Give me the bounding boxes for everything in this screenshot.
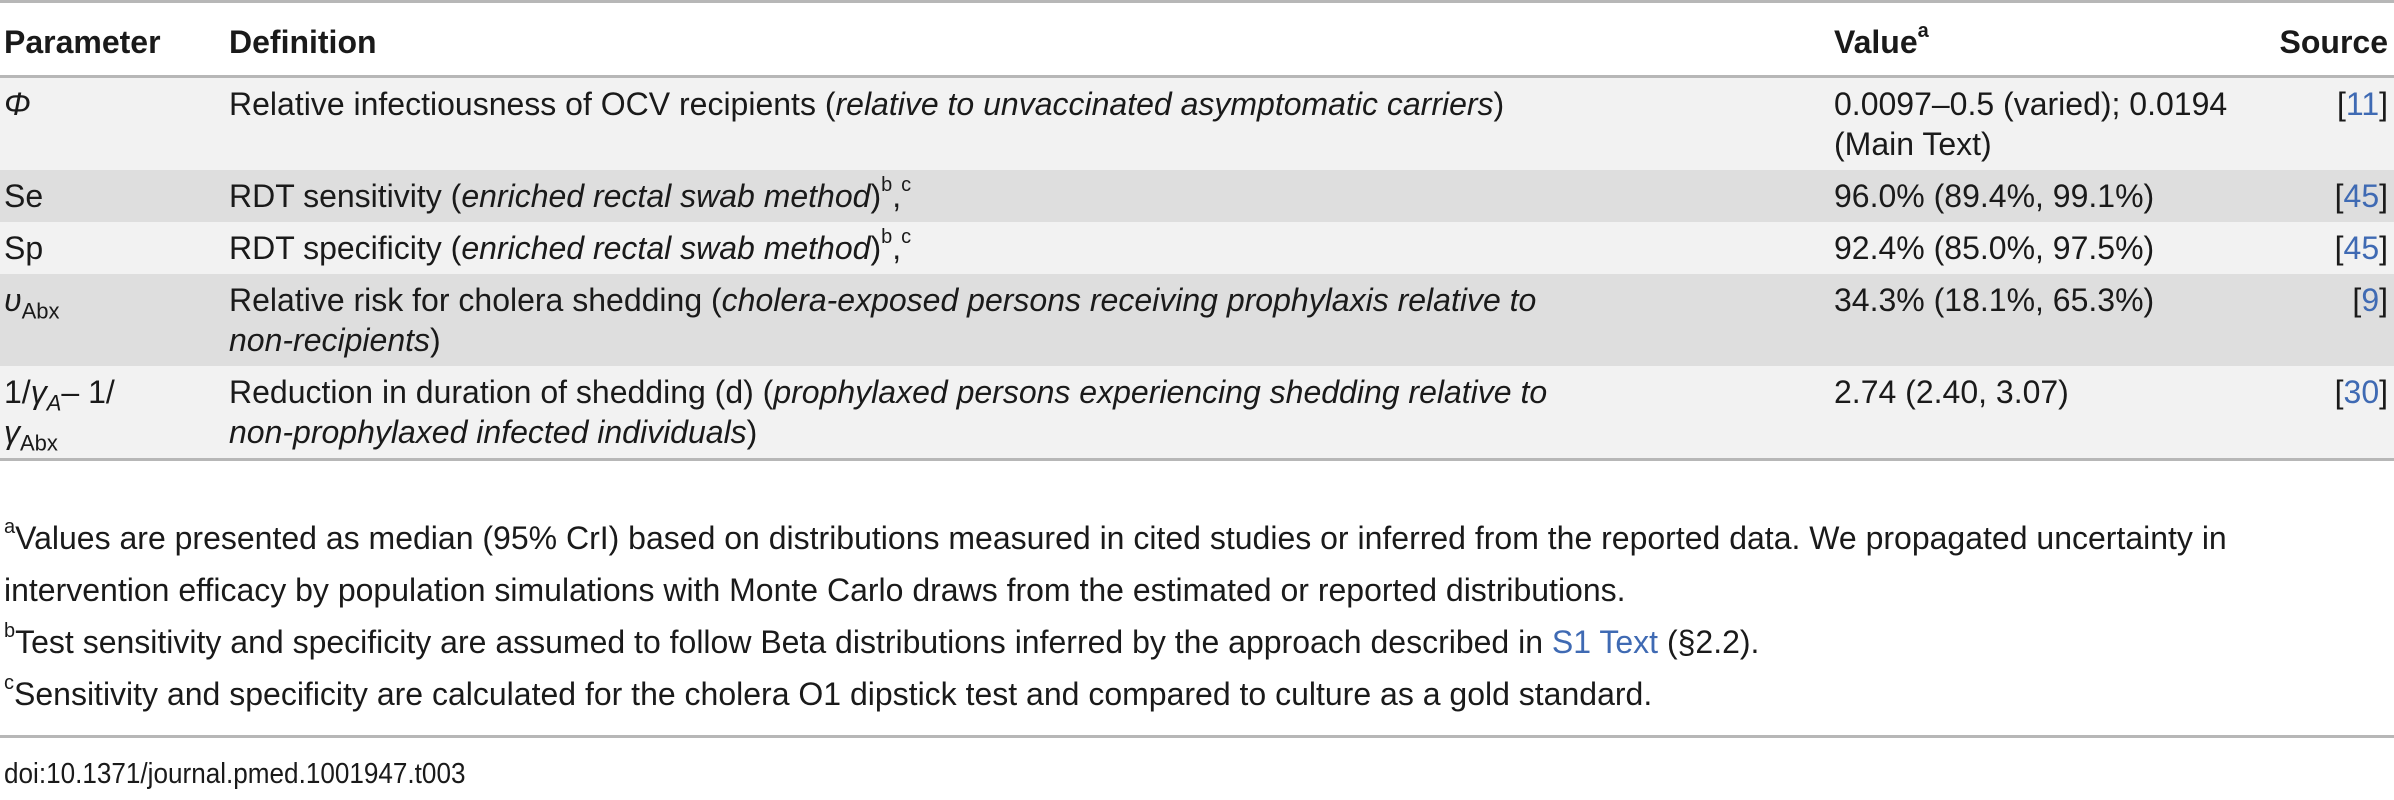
source-cell: [30] bbox=[2254, 366, 2394, 460]
header-value-footnote-mark: a bbox=[1917, 20, 1929, 43]
source-ref-link[interactable]: 30 bbox=[2343, 374, 2380, 410]
param-cell: Se bbox=[0, 170, 229, 222]
header-parameter: Parameter bbox=[0, 2, 229, 77]
value-cell: 92.4% (85.0%, 97.5%) bbox=[1834, 222, 2254, 274]
definition-italic: enriched rectal swab method bbox=[461, 230, 871, 266]
definition-close: ) bbox=[1493, 86, 1505, 122]
definition-italic: cholera-exposed persons receiving prophylaxis relative to bbox=[721, 282, 1537, 318]
source-ref-link[interactable]: 9 bbox=[2361, 282, 2380, 318]
definition-text: Relative risk for cholera shedding ( bbox=[229, 282, 722, 318]
table-row bbox=[0, 274, 2394, 366]
footnote-a-mark: a bbox=[4, 516, 16, 539]
value-cell bbox=[1834, 77, 2254, 171]
value-line-1: 0.0097–0.5 (varied); 0.0194 bbox=[1834, 86, 2228, 122]
value-cell: 34.3% (18.1%, 65.3%) bbox=[1834, 274, 2254, 366]
param-subscript: Abx bbox=[21, 298, 60, 324]
definition-text: RDT specificity ( bbox=[229, 230, 462, 266]
footnote-mark-c: c bbox=[901, 226, 912, 249]
value-cell: 96.0% (89.4%, 99.1%) bbox=[1834, 170, 2254, 222]
definition-italic-cont: non-prophylaxed infected individuals bbox=[229, 414, 747, 450]
definition-cell: RDT specificity (enriched rectal swab method)$^b$,$^c$ bbox=[229, 222, 1834, 274]
definition-cell bbox=[229, 366, 1834, 460]
footnote-b-mark: b bbox=[4, 620, 16, 643]
param-symbol: Φ bbox=[4, 86, 31, 122]
param-subscript-2: Abx bbox=[20, 430, 58, 456]
definition-close: ) bbox=[746, 414, 758, 450]
s1-text-link[interactable]: S1 Text bbox=[1551, 624, 1659, 660]
source-cell: [45] bbox=[2254, 170, 2394, 222]
footnote-c bbox=[4, 668, 2384, 720]
definition-cell bbox=[229, 274, 1834, 366]
source-ref-link[interactable]: 45 bbox=[2343, 230, 2380, 266]
header-value bbox=[1834, 2, 2254, 77]
footnote-mark-c: c bbox=[901, 174, 912, 197]
footnote-mark-b: b bbox=[881, 226, 893, 249]
definition-italic: prophylaxed persons experiencing shedding relative to bbox=[773, 374, 1548, 410]
source-ref-link[interactable]: 11 bbox=[2345, 86, 2380, 122]
definition-close: ) bbox=[430, 322, 441, 358]
param-cell bbox=[0, 274, 229, 366]
footnote-b-tail: (§2.2). bbox=[1658, 624, 1760, 660]
table-row bbox=[0, 77, 2394, 171]
param-cell bbox=[0, 77, 229, 171]
definition-close: ) bbox=[870, 178, 882, 214]
table-row bbox=[0, 170, 2394, 222]
definition-cell: RDT sensitivity (enriched rectal swab method)$^b$,$^c$ bbox=[229, 170, 1834, 222]
param-prefix: 1/ bbox=[4, 374, 31, 410]
param-cell bbox=[0, 366, 229, 460]
footnote-mark-b: b bbox=[881, 174, 893, 197]
value-cell: 2.74 (2.40, 3.07) bbox=[1834, 366, 2254, 460]
value-line-2: (Main Text) bbox=[1834, 126, 1992, 162]
definition-cell bbox=[229, 77, 1834, 171]
param-symbol: γ bbox=[30, 374, 47, 410]
footnote-c-mark: c bbox=[4, 672, 14, 695]
param-subscript-text: A bbox=[46, 390, 62, 416]
param-mid: – 1/ bbox=[61, 374, 115, 410]
footnote-b-text: Test sensitivity and specificity are assumed to follow Beta distributions inferred by the approach described in bbox=[15, 624, 1552, 660]
definition-italic-cont: non-recipients bbox=[229, 322, 430, 358]
source-cell: [9] bbox=[2254, 274, 2394, 366]
definition-italic: enriched rectal swab method bbox=[461, 178, 871, 214]
definition-text: RDT sensitivity ( bbox=[229, 178, 462, 214]
header-value-label: Value bbox=[1834, 24, 1918, 60]
definition-text: Reduction in duration of shedding (d) ( bbox=[229, 374, 774, 410]
param-subscript bbox=[47, 390, 62, 415]
doi-label: doi:10.1371/journal.pmed.1001947.t003 bbox=[4, 758, 466, 790]
footer-divider bbox=[0, 735, 2394, 738]
table-row bbox=[0, 366, 2394, 460]
source-cell: [11] bbox=[2254, 77, 2394, 171]
param-symbol: υ bbox=[4, 282, 22, 318]
source-ref-link[interactable]: 45 bbox=[2343, 178, 2380, 214]
definition-text: Relative infectiousness of OCV recipients ( bbox=[229, 86, 836, 122]
source-cell: [45] bbox=[2254, 222, 2394, 274]
table-header-row bbox=[0, 2, 2394, 77]
param-symbol-2: γ bbox=[4, 414, 20, 450]
definition-italic: relative to unvaccinated asymptomatic carriers bbox=[835, 86, 1494, 122]
header-definition: Definition bbox=[229, 2, 1834, 77]
header-source: Source bbox=[2254, 2, 2394, 77]
footnote-b bbox=[4, 616, 2384, 668]
param-cell: Sp bbox=[0, 222, 229, 274]
footnote-c-text: Sensitivity and specificity are calculated for the cholera O1 dipstick test and compared to culture as a gold standard. bbox=[14, 676, 1653, 712]
footnote-a-text: Values are presented as median (95% CrI) based on distributions measured in cited studies or inferred from the reported data. We propagated uncertainty in intervention efficacy by population simulations with Monte Carlo draws from the estimated or reported distributions. bbox=[4, 520, 2227, 608]
table-row bbox=[0, 222, 2394, 274]
definition-close: ) bbox=[870, 230, 882, 266]
footnote-a bbox=[4, 512, 2384, 616]
table-footnotes bbox=[4, 512, 2384, 720]
